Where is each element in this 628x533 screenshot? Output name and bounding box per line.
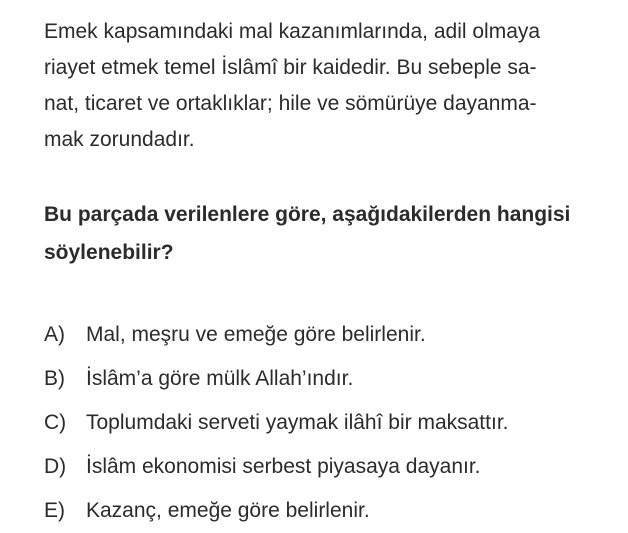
option-text: İslâm’a göre mülk Allah’ındır.: [86, 367, 354, 390]
option-b[interactable]: [44, 357, 604, 401]
option-letter: B): [44, 367, 65, 390]
option-a[interactable]: [44, 313, 604, 357]
passage-line: mak zorundadır.: [44, 128, 195, 151]
option-d[interactable]: [44, 445, 604, 489]
option-letter: E): [44, 499, 65, 522]
answer-options: [44, 313, 604, 533]
question-block: [44, 14, 604, 533]
option-c[interactable]: [44, 401, 604, 445]
option-text: Toplumdaki serveti yaymak ilâhî bir maksattır.: [86, 411, 509, 434]
passage-line: riayet etmek temel İslâmî bir kaidedir. Bu sebeple sa-: [44, 56, 537, 79]
option-letter: C): [44, 411, 67, 434]
option-letter: D): [44, 455, 67, 478]
passage: [44, 14, 604, 158]
option-e[interactable]: [44, 489, 604, 533]
option-text: Kazanç, emeğe göre belirlenir.: [86, 499, 370, 522]
passage-line: Emek kapsamındaki mal kazanımlarında, adil olmaya: [44, 20, 541, 43]
passage-line: nat, ticaret ve ortaklıklar; hile ve sömürüye dayanma-: [44, 92, 537, 115]
option-text: İslâm ekonomisi serbest piyasaya dayanır.: [86, 455, 481, 478]
option-text: Mal, meşru ve emeğe göre belirlenir.: [86, 323, 426, 346]
question-stem: [44, 196, 604, 272]
option-letter: A): [44, 323, 65, 346]
question-stem-line: söylenebilir?: [44, 241, 174, 264]
question-stem-line: Bu parçada verilenlere göre, aşağıdakilerden hangisi: [44, 203, 571, 226]
